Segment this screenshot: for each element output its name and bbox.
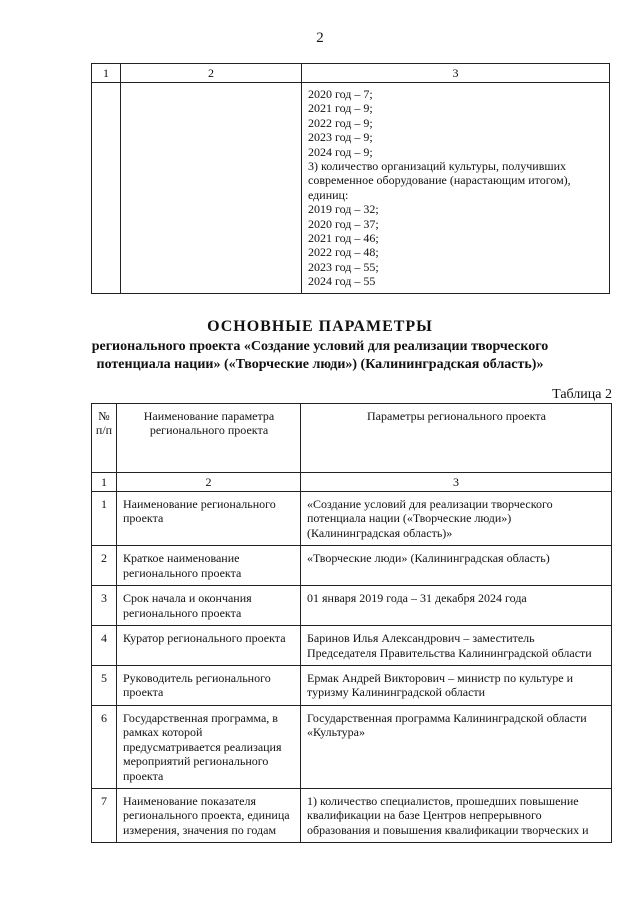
subtitle-line-1: регионального проекта «Создание условий для реализации творческого xyxy=(91,339,549,354)
value-line: 2022 год – 9; xyxy=(308,115,373,130)
header-parameter-value: Параметры регионального проекта xyxy=(301,404,612,473)
row-parameter-name: Куратор регионального проекта xyxy=(117,626,301,666)
row-parameter-name: Руководитель регионального проекта xyxy=(117,666,301,706)
row-parameter-value: Государственная программа Калининградской области «Культура» xyxy=(301,706,612,789)
table-row xyxy=(92,546,612,586)
table-column-numbers-row xyxy=(92,473,612,492)
value-line: 2024 год – 55 xyxy=(308,274,376,289)
value-line: 3) количество организаций культуры, получивших xyxy=(308,159,567,174)
row-parameter-value: 1) количество специалистов, прошедших повышение квалификации на базе Центров непрерывного образования и повышения квалификации творческих и xyxy=(301,789,612,843)
value-line: 2021 год – 9; xyxy=(308,101,373,116)
continuation-table xyxy=(91,63,610,294)
row-number: 7 xyxy=(92,789,117,843)
empty-cell xyxy=(92,83,121,294)
row-parameter-name: Срок начала и окончания регионального проекта xyxy=(117,586,301,626)
table-label: Таблица 2 xyxy=(552,387,612,402)
table-row xyxy=(92,83,610,294)
column-number-2: 2 xyxy=(121,64,302,83)
row-number: 4 xyxy=(92,626,117,666)
row-number: 3 xyxy=(92,586,117,626)
value-line: современное оборудование (нарастающим итогом), xyxy=(308,173,571,188)
value-line: единиц: xyxy=(308,187,349,202)
section-subtitle xyxy=(0,338,640,374)
value-line: 2022 год – 48; xyxy=(308,245,379,260)
value-line: 2024 год – 9; xyxy=(308,144,373,159)
column-number-1: 1 xyxy=(92,64,121,83)
row-parameter-name: Краткое наименование регионального проекта xyxy=(117,546,301,586)
row-parameter-value: 01 января 2019 года – 31 декабря 2024 года xyxy=(301,586,612,626)
table-row xyxy=(92,706,612,789)
column-number-3: 3 xyxy=(302,64,610,83)
row-parameter-name: Наименование показателя регионального проекта, единица измерения, значения по годам xyxy=(117,789,301,843)
page-number: 2 xyxy=(316,30,324,46)
empty-cell xyxy=(121,83,302,294)
row-number: 2 xyxy=(92,546,117,586)
row-parameter-name: Государственная программа, в рамках которой предусматривается реализация мероприятий регионального проекта xyxy=(117,706,301,789)
row-parameter-value: Ермак Андрей Викторович – министр по культуре и туризму Калининградской области xyxy=(301,666,612,706)
column-number-3: 3 xyxy=(301,473,612,492)
value-line: 2020 год – 7; xyxy=(308,87,373,101)
row-number: 5 xyxy=(92,666,117,706)
row-number: 1 xyxy=(92,492,117,546)
subtitle-line-2: потенциала нации» («Творческие люди») (Калининградская область)» xyxy=(96,357,544,372)
header-number: № п/п xyxy=(92,404,117,473)
table-header-row xyxy=(92,404,612,473)
value-line: 2023 год – 55; xyxy=(308,259,379,274)
table-row xyxy=(92,586,612,626)
value-line: 2023 год – 9; xyxy=(308,130,373,145)
value-line: 2020 год – 37; xyxy=(308,216,379,231)
row-parameter-name: Наименование регионального проекта xyxy=(117,492,301,546)
section-title: ОСНОВНЫЕ ПАРАМЕТРЫ xyxy=(207,318,433,335)
parameters-table xyxy=(91,403,612,843)
table-row xyxy=(92,666,612,706)
row-number: 6 xyxy=(92,706,117,789)
value-line: 2021 год – 46; xyxy=(308,231,379,246)
table-row xyxy=(92,626,612,666)
column-number-2: 2 xyxy=(117,473,301,492)
indicator-values-cell xyxy=(302,83,610,294)
row-parameter-value: Баринов Илья Александрович – заместитель Председателя Правительства Калининградской области xyxy=(301,626,612,666)
table-row xyxy=(92,789,612,843)
row-parameter-value: «Творческие люди» (Калининградская область) xyxy=(301,546,612,586)
row-parameter-value: «Создание условий для реализации творческого потенциала нации («Творческие люди») (Калининградская область)» xyxy=(301,492,612,546)
header-parameter-name: Наименование параметра регионального проекта xyxy=(117,404,301,473)
table-row xyxy=(92,492,612,546)
table-column-numbers-row xyxy=(92,64,610,83)
column-number-1: 1 xyxy=(92,473,117,492)
value-line: 2019 год – 32; xyxy=(308,202,379,217)
